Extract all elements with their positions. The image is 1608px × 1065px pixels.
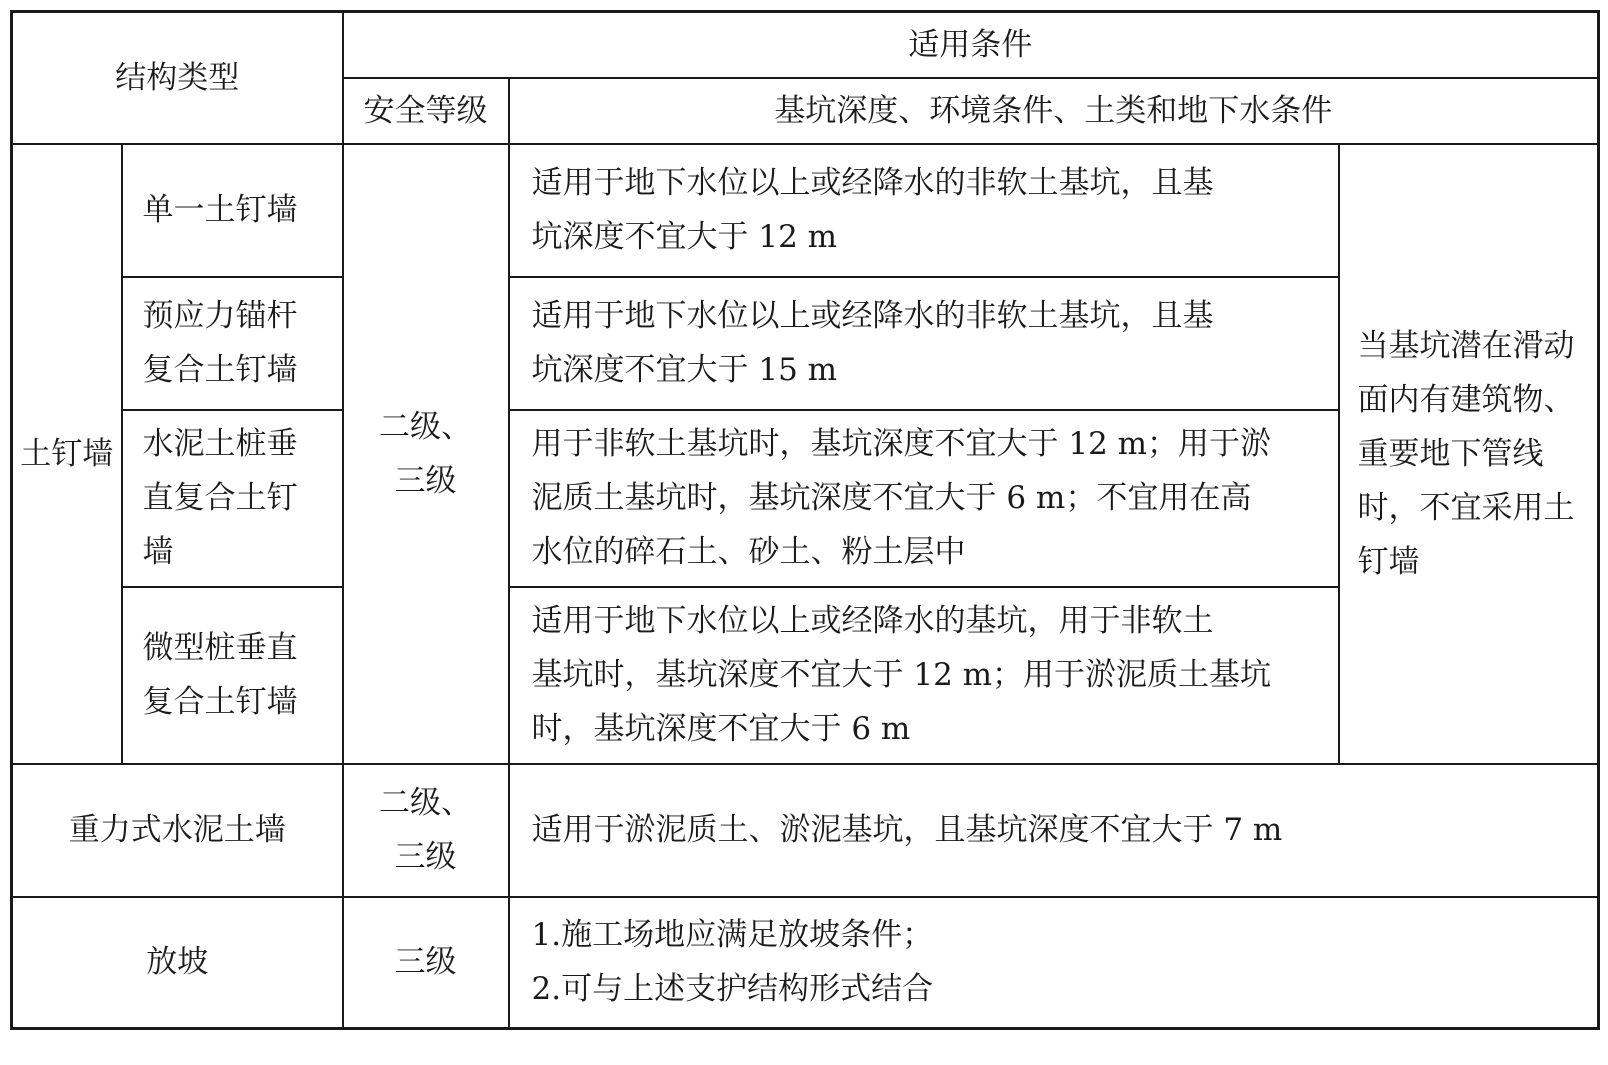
slope-type: 放坡 <box>12 897 343 1029</box>
table-row <box>12 764 1599 897</box>
soil-nail-note: 当基坑潜在滑动面内有建筑物、重要地下管线时，不宜采用土钉墙 <box>1339 144 1599 764</box>
gravity-wall-condition: 适用于淤泥质土、淤泥基坑，且基坑深度不宜大于 7 m <box>509 764 1599 897</box>
structure-type-cell: 水泥土桩垂 直复合土钉 墙 <box>122 410 343 587</box>
header-conditions-detail: 基坑深度、环境条件、土类和地下水条件 <box>509 78 1599 144</box>
condition-line: 适用于地下水位以上或经降水的非软土基坑，且基 <box>531 165 1214 201</box>
header-safety-level: 安全等级 <box>343 78 509 144</box>
support-structure-table <box>10 10 1600 1030</box>
condition-line: 适用于地下水位以上或经降水的非软土基坑，且基 <box>531 298 1214 334</box>
gravity-wall-safety-level: 二级、 三级 <box>343 764 509 897</box>
header-applicable-conditions: 适用条件 <box>343 12 1599 78</box>
structure-type-cell: 单一土钉墙 <box>122 144 343 277</box>
condition-line: 时，基坑深度不宜大于 6 m <box>531 711 911 747</box>
structure-type-cell: 微型桩垂直 复合土钉墙 <box>122 587 343 764</box>
condition-line: 水位的碎石土、砂土、粉土层中 <box>531 534 966 570</box>
condition-cell <box>509 587 1339 764</box>
slope-condition <box>509 897 1599 1029</box>
condition-line: 用于非软土基坑时，基坑深度不宜大于 12 m；用于淤 <box>531 426 1272 462</box>
soil-nail-group-label: 土钉墙 <box>12 144 122 764</box>
condition-line: 基坑时，基坑深度不宜大于 12 m；用于淤泥质土基坑 <box>531 657 1272 693</box>
condition-line: 适用于地下水位以上或经降水的基坑，用于非软土 <box>531 603 1214 639</box>
condition-cell <box>509 410 1339 587</box>
gravity-wall-type: 重力式水泥土墙 <box>12 764 343 897</box>
table-row <box>12 144 1599 277</box>
condition-cell <box>509 277 1339 410</box>
header-row-1 <box>12 12 1599 78</box>
condition-line: 坑深度不宜大于 12 m <box>531 219 838 255</box>
slope-safety-level: 三级 <box>343 897 509 1029</box>
condition-cell <box>509 144 1339 277</box>
condition-line: 坑深度不宜大于 15 m <box>531 352 838 388</box>
condition-line: 1.施工场地应满足放坡条件； <box>531 917 934 954</box>
table-row <box>12 897 1599 1029</box>
header-structure-type: 结构类型 <box>12 12 343 144</box>
structure-type-cell: 预应力锚杆 复合土钉墙 <box>122 277 343 410</box>
soil-nail-safety-level: 二级、 三级 <box>343 144 509 764</box>
condition-line: 泥质土基坑时，基坑深度不宜大于 6 m；不宜用在高 <box>531 480 1252 516</box>
table-wrapper <box>10 10 1600 1030</box>
condition-line: 2.可与上述支护结构形式结合 <box>531 971 934 1008</box>
